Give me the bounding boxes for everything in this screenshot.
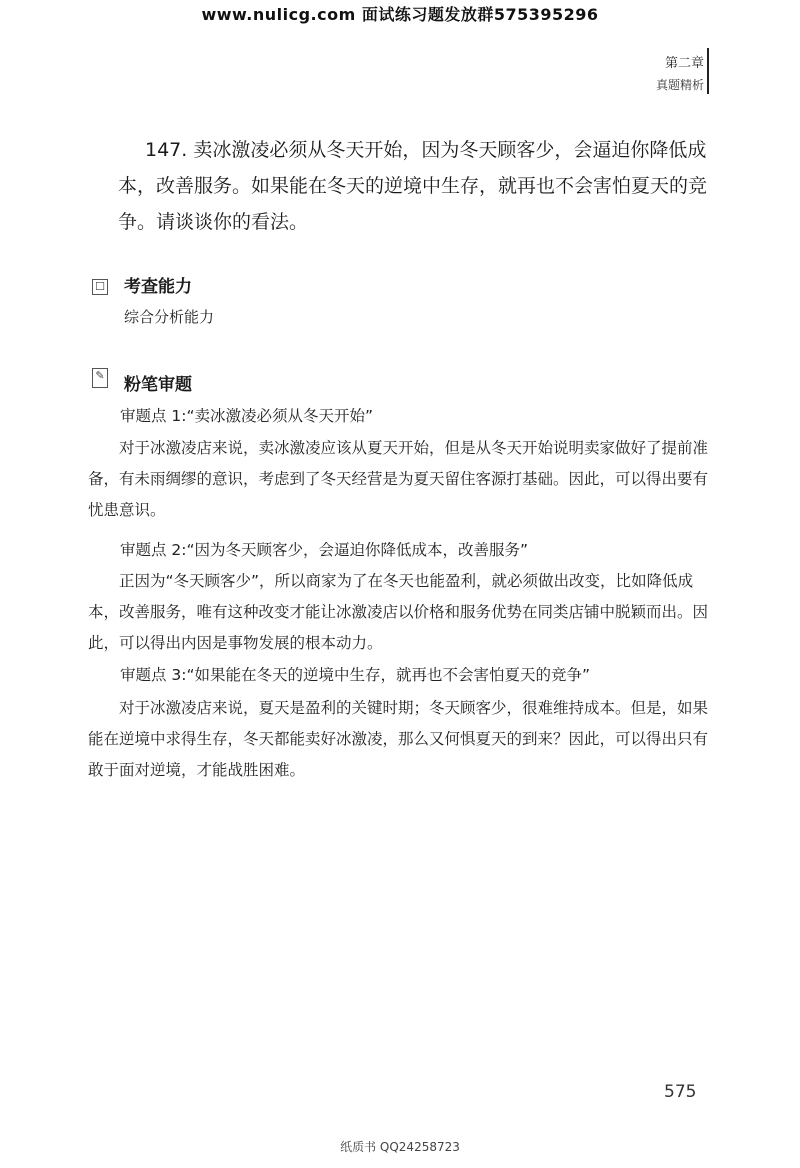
ability-heading: 考查能力 (124, 277, 192, 297)
point-1-body: 对于冰激凌店来说，卖冰激凌应该从夏天开始，但是从冬天开始说明卖家做好了提前准备，有未雨绸缪的意识，考虑到了冬天经营是为夏天留住客源打基础。因此，可以得出要有忧患意识。 (88, 439, 709, 519)
ability-section-icon: ☐ (92, 279, 108, 295)
point-3-label: 审题点 3:“如果能在冬天的逆境中生存，就再也不会害怕夏天的竞争” (120, 666, 591, 684)
footer-text: 纸质书 QQ24258723 (340, 1140, 460, 1154)
point-2-body: 正因为“冬天顾客少”，所以商家为了在冬天也能盈利，就必须做出改变，比如降低成本，改善服务，唯有这种改变才能让冰激凌店以价格和服务优势在同类店铺中脱颖而出。因此，可以得出内因是事物发展的根本动力。 (88, 572, 709, 652)
point-3-body: 对于冰激凌店来说，夏天是盈利的关键时期；冬天顾客少，很难维持成本。但是，如果能在逆境中求得生存，冬天都能卖好冰激凌，那么又何惧夏天的到来？因此，可以得出只有敢于面对逆境，才能战胜困难。 (88, 699, 709, 779)
question-text: 147. 卖冰激凌必须从冬天开始，因为冬天顾客少，会逼迫你降低成本，改善服务。如果能在冬天的逆境中生存，就再也不会害怕夏天的竞争。请谈谈你的看法。 (118, 139, 708, 233)
analysis-section-icon: ✎ (92, 368, 108, 388)
point-2-label: 审题点 2:“因为冬天顾客少，会逼迫你降低成本，改善服务” (120, 541, 529, 559)
ability-value: 综合分析能力 (124, 308, 215, 326)
point-1-label: 审题点 1:“卖冰激凌必须从冬天开始” (120, 407, 374, 425)
chapter-label: 第二章 (664, 56, 704, 71)
page-number: 575 (664, 1082, 697, 1102)
header-rule (707, 48, 709, 94)
section-label: 真题精析 (655, 78, 704, 92)
analysis-heading: 粉笔审题 (124, 375, 192, 395)
top-banner: www.nulicg.com 面试练习题发放群575395296 (201, 5, 599, 24)
